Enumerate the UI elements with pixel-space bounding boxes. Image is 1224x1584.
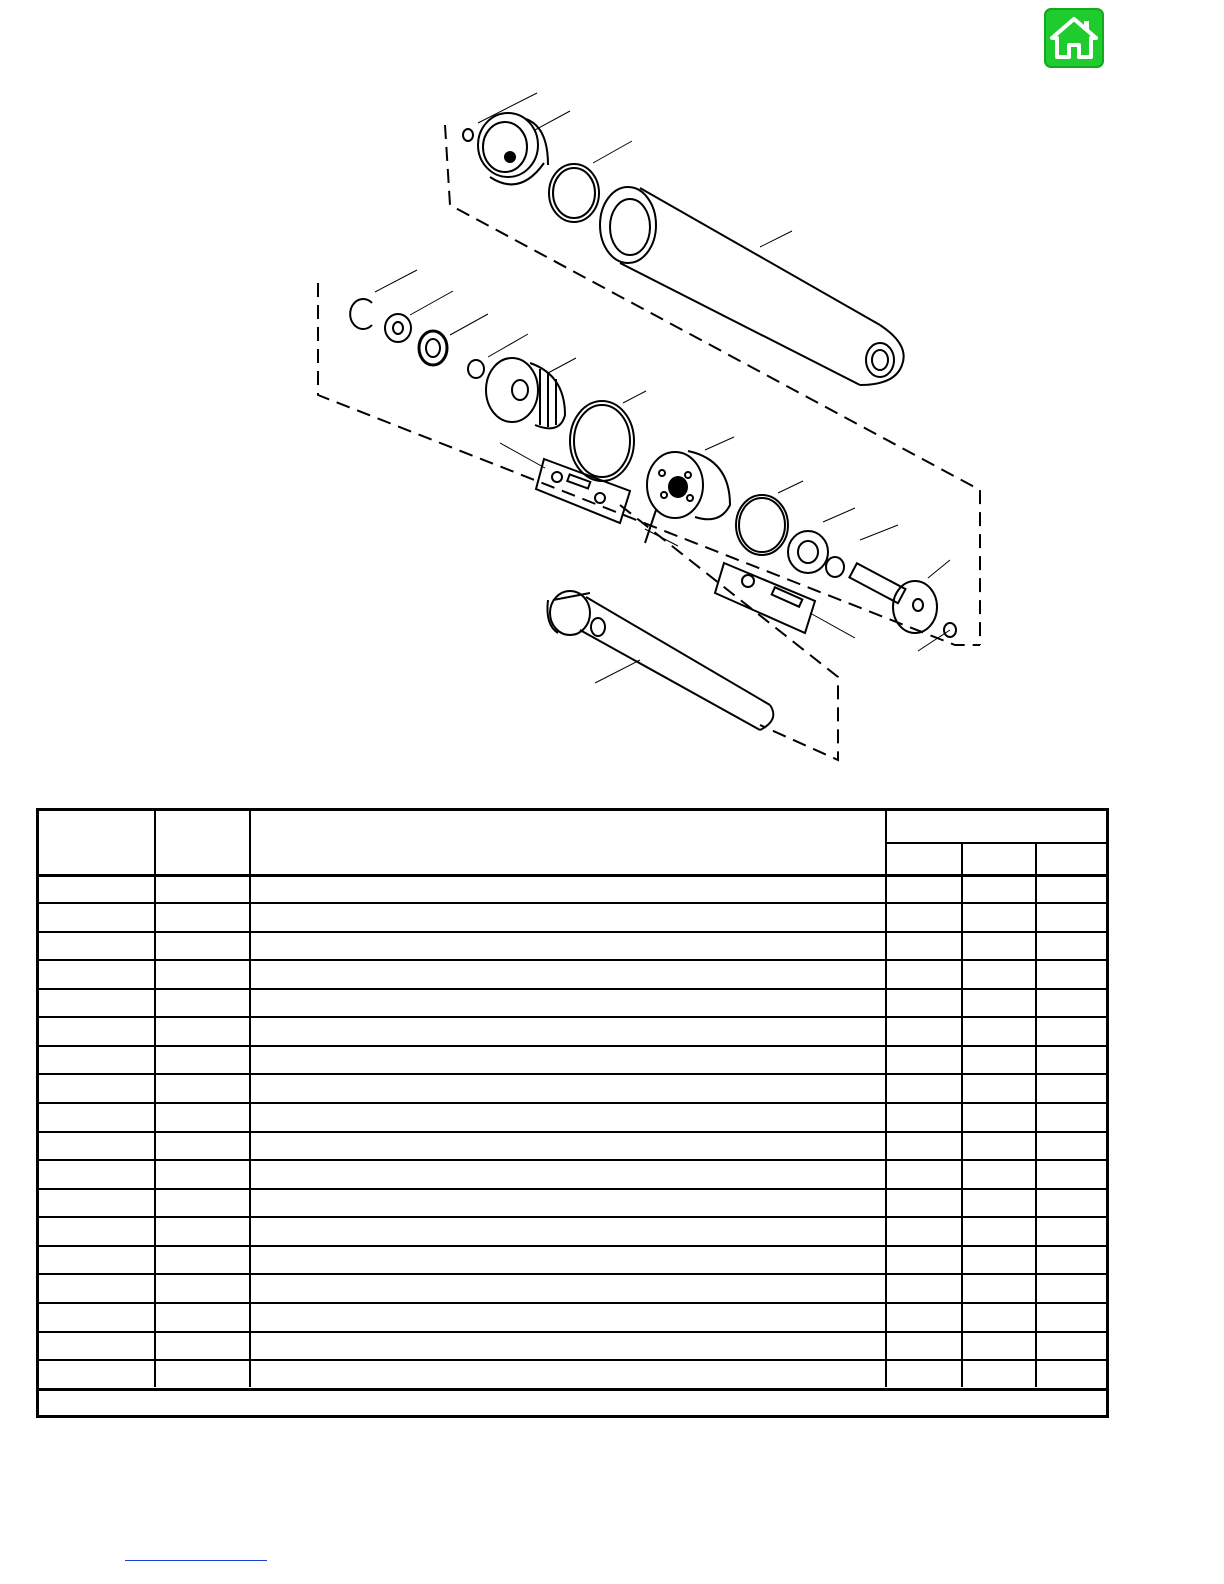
o-ring-piston [570,401,634,481]
row-rule [39,1159,1106,1161]
row-rule [39,1216,1106,1218]
retaining-ring [350,299,372,329]
row-rule [39,1102,1106,1104]
end-cap [478,113,548,184]
seal [419,331,447,365]
parts-table [36,808,1109,1418]
column-divider [1035,842,1037,1387]
gland [486,358,565,428]
row-rule [39,1188,1106,1190]
dashed-outline-middle [318,283,980,645]
column-divider [249,811,251,1387]
row-rule [39,1016,1106,1018]
home-icon [1044,8,1104,68]
flat-washer [788,531,828,573]
leader-lines [375,93,950,683]
row-rule [39,988,1106,990]
small-o-ring [463,129,473,141]
o-ring-piston-2 [736,495,788,555]
row-rule [39,1359,1106,1361]
relief-valve-kit-right [715,563,815,633]
row-rule [39,1273,1106,1275]
row-rule [39,931,1106,933]
row-rule [39,1131,1106,1133]
row-rule [39,1302,1106,1304]
row-rule [39,959,1106,961]
row-rule [39,1331,1106,1333]
table-body-bottom-rule [39,1388,1106,1391]
home-button[interactable] [1044,8,1104,68]
row-rule [39,1245,1106,1247]
header-bottom-rule [39,874,1106,877]
small-o-ring-2 [468,360,484,378]
small-washer [826,557,844,577]
cylinder-tube [600,187,904,385]
row-rule [39,902,1106,904]
column-divider [885,811,887,1387]
exploded-parts-diagram [290,85,1010,775]
footer-link[interactable] [125,1552,267,1561]
column-divider [154,811,156,1387]
row-rule [39,1073,1106,1075]
row-rule [39,1045,1106,1047]
cylinder-rod [547,591,773,730]
qty-group-divider [885,842,1106,844]
column-divider [961,842,963,1387]
piston-rod [849,563,937,633]
piston [645,451,730,543]
o-ring-large [549,164,599,222]
dashed-outline-upper [445,125,980,645]
washer [385,314,411,342]
